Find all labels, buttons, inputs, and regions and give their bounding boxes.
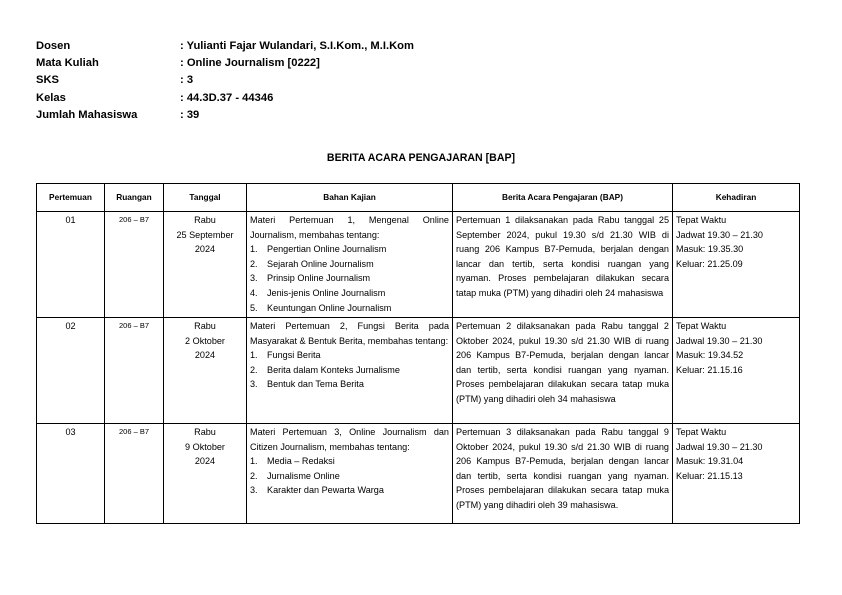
item-text: Sejarah Online Journalism bbox=[267, 258, 374, 269]
attendance-status: Tepat Waktu bbox=[676, 427, 727, 437]
cell-ruangan: 206 – B7 bbox=[105, 318, 164, 424]
table-row bbox=[37, 318, 800, 424]
cell-pertemuan: 03 bbox=[37, 424, 105, 524]
topic-list bbox=[250, 242, 449, 315]
cell-bahan-kajian bbox=[247, 212, 453, 318]
topic-list bbox=[250, 454, 449, 498]
cell-tanggal bbox=[164, 212, 247, 318]
course-info bbox=[36, 37, 414, 123]
table-header-row bbox=[37, 184, 800, 212]
attendance-status: Tepat Waktu bbox=[676, 321, 727, 331]
cell-ruangan: 206 – B7 bbox=[105, 424, 164, 524]
info-value: : 39 bbox=[180, 108, 200, 121]
cell-tanggal bbox=[164, 318, 247, 424]
attendance-in: Masuk: 19.34.52 bbox=[676, 350, 744, 361]
cell-kehadiran bbox=[673, 318, 800, 424]
item-text: Keuntungan Online Journalism bbox=[267, 302, 392, 313]
item-number: 1. bbox=[250, 456, 258, 467]
item-number: 2. bbox=[250, 470, 258, 481]
cell-bahan-kajian bbox=[247, 424, 453, 524]
cell-pertemuan: 01 bbox=[37, 212, 105, 318]
col-header-ruangan: Ruangan bbox=[105, 184, 164, 212]
topic-intro: Materi Pertemuan 3, Online Journalism dan Citizen Journalism, membahas tentang: bbox=[250, 427, 449, 452]
info-label: Jumlah Mahasiswa bbox=[36, 108, 138, 121]
item-text: Jurnalisme Online bbox=[267, 470, 340, 481]
list-item bbox=[250, 301, 449, 316]
attendance-out: Keluar: 21.15.13 bbox=[676, 470, 743, 481]
list-item bbox=[250, 257, 449, 272]
date-day: Rabu bbox=[194, 427, 216, 437]
item-number: 2. bbox=[250, 364, 258, 375]
cell-kehadiran bbox=[673, 212, 800, 318]
topic-list bbox=[250, 348, 449, 392]
date-year: 2024 bbox=[194, 350, 216, 361]
item-number: 2. bbox=[250, 258, 258, 269]
date-year: 2024 bbox=[194, 244, 216, 255]
item-text: Pengertian Online Journalism bbox=[267, 244, 387, 255]
attendance-out: Keluar: 21.15.16 bbox=[676, 364, 743, 375]
col-header-pertemuan: Pertemuan bbox=[37, 184, 105, 212]
info-label: Dosen bbox=[36, 39, 71, 52]
date-date: 2 Oktober bbox=[185, 335, 225, 346]
item-text: Prinsip Online Journalism bbox=[267, 273, 371, 284]
cell-pertemuan: 02 bbox=[37, 318, 105, 424]
list-item bbox=[250, 469, 449, 484]
item-number: 1. bbox=[250, 350, 258, 361]
cell-tanggal bbox=[164, 424, 247, 524]
cell-bap: Pertemuan 1 dilaksanakan pada Rabu tanggal 25 September 2024, pukul 19.30 s/d 21.30 WIB di ruang 206 Kampus B7-Pemuda, berjalan dengan lancar dan tertib, serta kondisi ruangan yang nyaman. Proses pembelajaran dilakukan secara tatap muka (PTM) yang dihadiri oleh 24 mahasiswa bbox=[453, 212, 673, 318]
list-item bbox=[250, 377, 449, 392]
info-row-dosen bbox=[36, 37, 414, 54]
date-day: Rabu bbox=[194, 215, 216, 225]
col-header-bahan-kajian: Bahan Kajian bbox=[247, 184, 453, 212]
cell-bap: Pertemuan 3 dilaksanakan pada Rabu tanggal 9 Oktober 2024, pukul 19.30 s/d 21.30 WIB di ruang 206 Kampus B7-Pemuda, berjalan dengan lancar dan tertib, serta kondisi ruangan yang nyaman. Proses pembelajaran dilakukan secara tatap muka (PTM) yang dihadiri oleh 39 mahasiswa. bbox=[453, 424, 673, 524]
item-text: Fungsi Berita bbox=[267, 350, 321, 361]
date-date: 25 September bbox=[176, 229, 234, 240]
col-header-kehadiran: Kehadiran bbox=[673, 184, 800, 212]
attendance-schedule: Jadwat 19.30 – 21.30 bbox=[676, 229, 763, 240]
info-row-kelas bbox=[36, 89, 414, 106]
attendance-status: Tepat Waktu bbox=[676, 215, 727, 225]
item-number: 1. bbox=[250, 244, 258, 255]
info-value: : 44.3D.37 - 44346 bbox=[180, 91, 274, 104]
list-item bbox=[250, 454, 449, 469]
item-number: 4. bbox=[250, 287, 258, 298]
info-row-sks bbox=[36, 72, 414, 89]
date-day: Rabu bbox=[194, 321, 216, 331]
list-item bbox=[250, 242, 449, 257]
item-text: Media – Redaksi bbox=[267, 456, 335, 467]
attendance-out: Keluar: 21.25.09 bbox=[676, 258, 743, 269]
item-number: 3. bbox=[250, 379, 258, 390]
bap-table bbox=[36, 183, 800, 524]
attendance-in: Masuk: 19.31.04 bbox=[676, 456, 744, 467]
list-item bbox=[250, 483, 449, 498]
cell-kehadiran bbox=[673, 424, 800, 524]
item-text: Berita dalam Konteks Jurnalisme bbox=[267, 364, 400, 375]
info-value: : 3 bbox=[180, 74, 194, 87]
attendance-in: Masuk: 19.35.30 bbox=[676, 244, 744, 255]
topic-intro: Materi Pertemuan 2, Fungsi Berita pada Masyarakat & Bentuk Berita, membahas tentang: bbox=[250, 321, 449, 346]
document-title: BERITA ACARA PENGAJARAN [BAP] bbox=[326, 152, 516, 164]
item-number: 3. bbox=[250, 485, 258, 496]
item-number: 5. bbox=[250, 302, 258, 313]
item-text: Bentuk dan Tema Berita bbox=[267, 379, 364, 390]
info-value: : Yulianti Fajar Wulandari, S.I.Kom., M.I.Kom bbox=[180, 39, 414, 52]
list-item bbox=[250, 348, 449, 363]
info-value: : Online Journalism [0222] bbox=[180, 56, 320, 69]
date-date: 9 Oktober bbox=[185, 441, 225, 452]
table-row bbox=[37, 212, 800, 318]
item-number: 3. bbox=[250, 273, 258, 284]
attendance-schedule: Jadwal 19.30 – 21.30 bbox=[676, 441, 763, 452]
list-item bbox=[250, 271, 449, 286]
col-header-bap: Berita Acara Pengajaran (BAP) bbox=[453, 184, 673, 212]
topic-intro: Materi Pertemuan 1, Mengenal Online Journalism, membahas tentang: bbox=[250, 215, 449, 240]
list-item bbox=[250, 286, 449, 301]
cell-bap: Pertemuan 2 dilaksanakan pada Rabu tanggal 2 Oktober 2024, pukul 19.30 s/d 21.30 WIB di ruang 206 Kampus B7-Pemuda, berjalan dengan lancar dan tertib, serta kondisi ruangan yang nyaman. Proses pembelajaran dilakukan secara tatap muka (PTM) yang dihadiri oleh 34 mahasiswa bbox=[453, 318, 673, 424]
table-row bbox=[37, 424, 800, 524]
info-label: Mata Kuliah bbox=[36, 56, 99, 69]
info-row-mata-kuliah bbox=[36, 54, 414, 71]
date-year: 2024 bbox=[194, 456, 216, 467]
info-label: SKS bbox=[36, 74, 60, 87]
list-item bbox=[250, 363, 449, 378]
item-text: Jenis-jenis Online Journalism bbox=[267, 287, 386, 298]
cell-bahan-kajian bbox=[247, 318, 453, 424]
item-text: Karakter dan Pewarta Warga bbox=[267, 485, 384, 496]
info-label: Kelas bbox=[36, 91, 66, 104]
cell-ruangan: 206 – B7 bbox=[105, 212, 164, 318]
attendance-schedule: Jadwal 19.30 – 21.30 bbox=[676, 335, 763, 346]
info-row-jumlah-mahasiswa bbox=[36, 106, 414, 123]
col-header-tanggal: Tanggal bbox=[164, 184, 247, 212]
